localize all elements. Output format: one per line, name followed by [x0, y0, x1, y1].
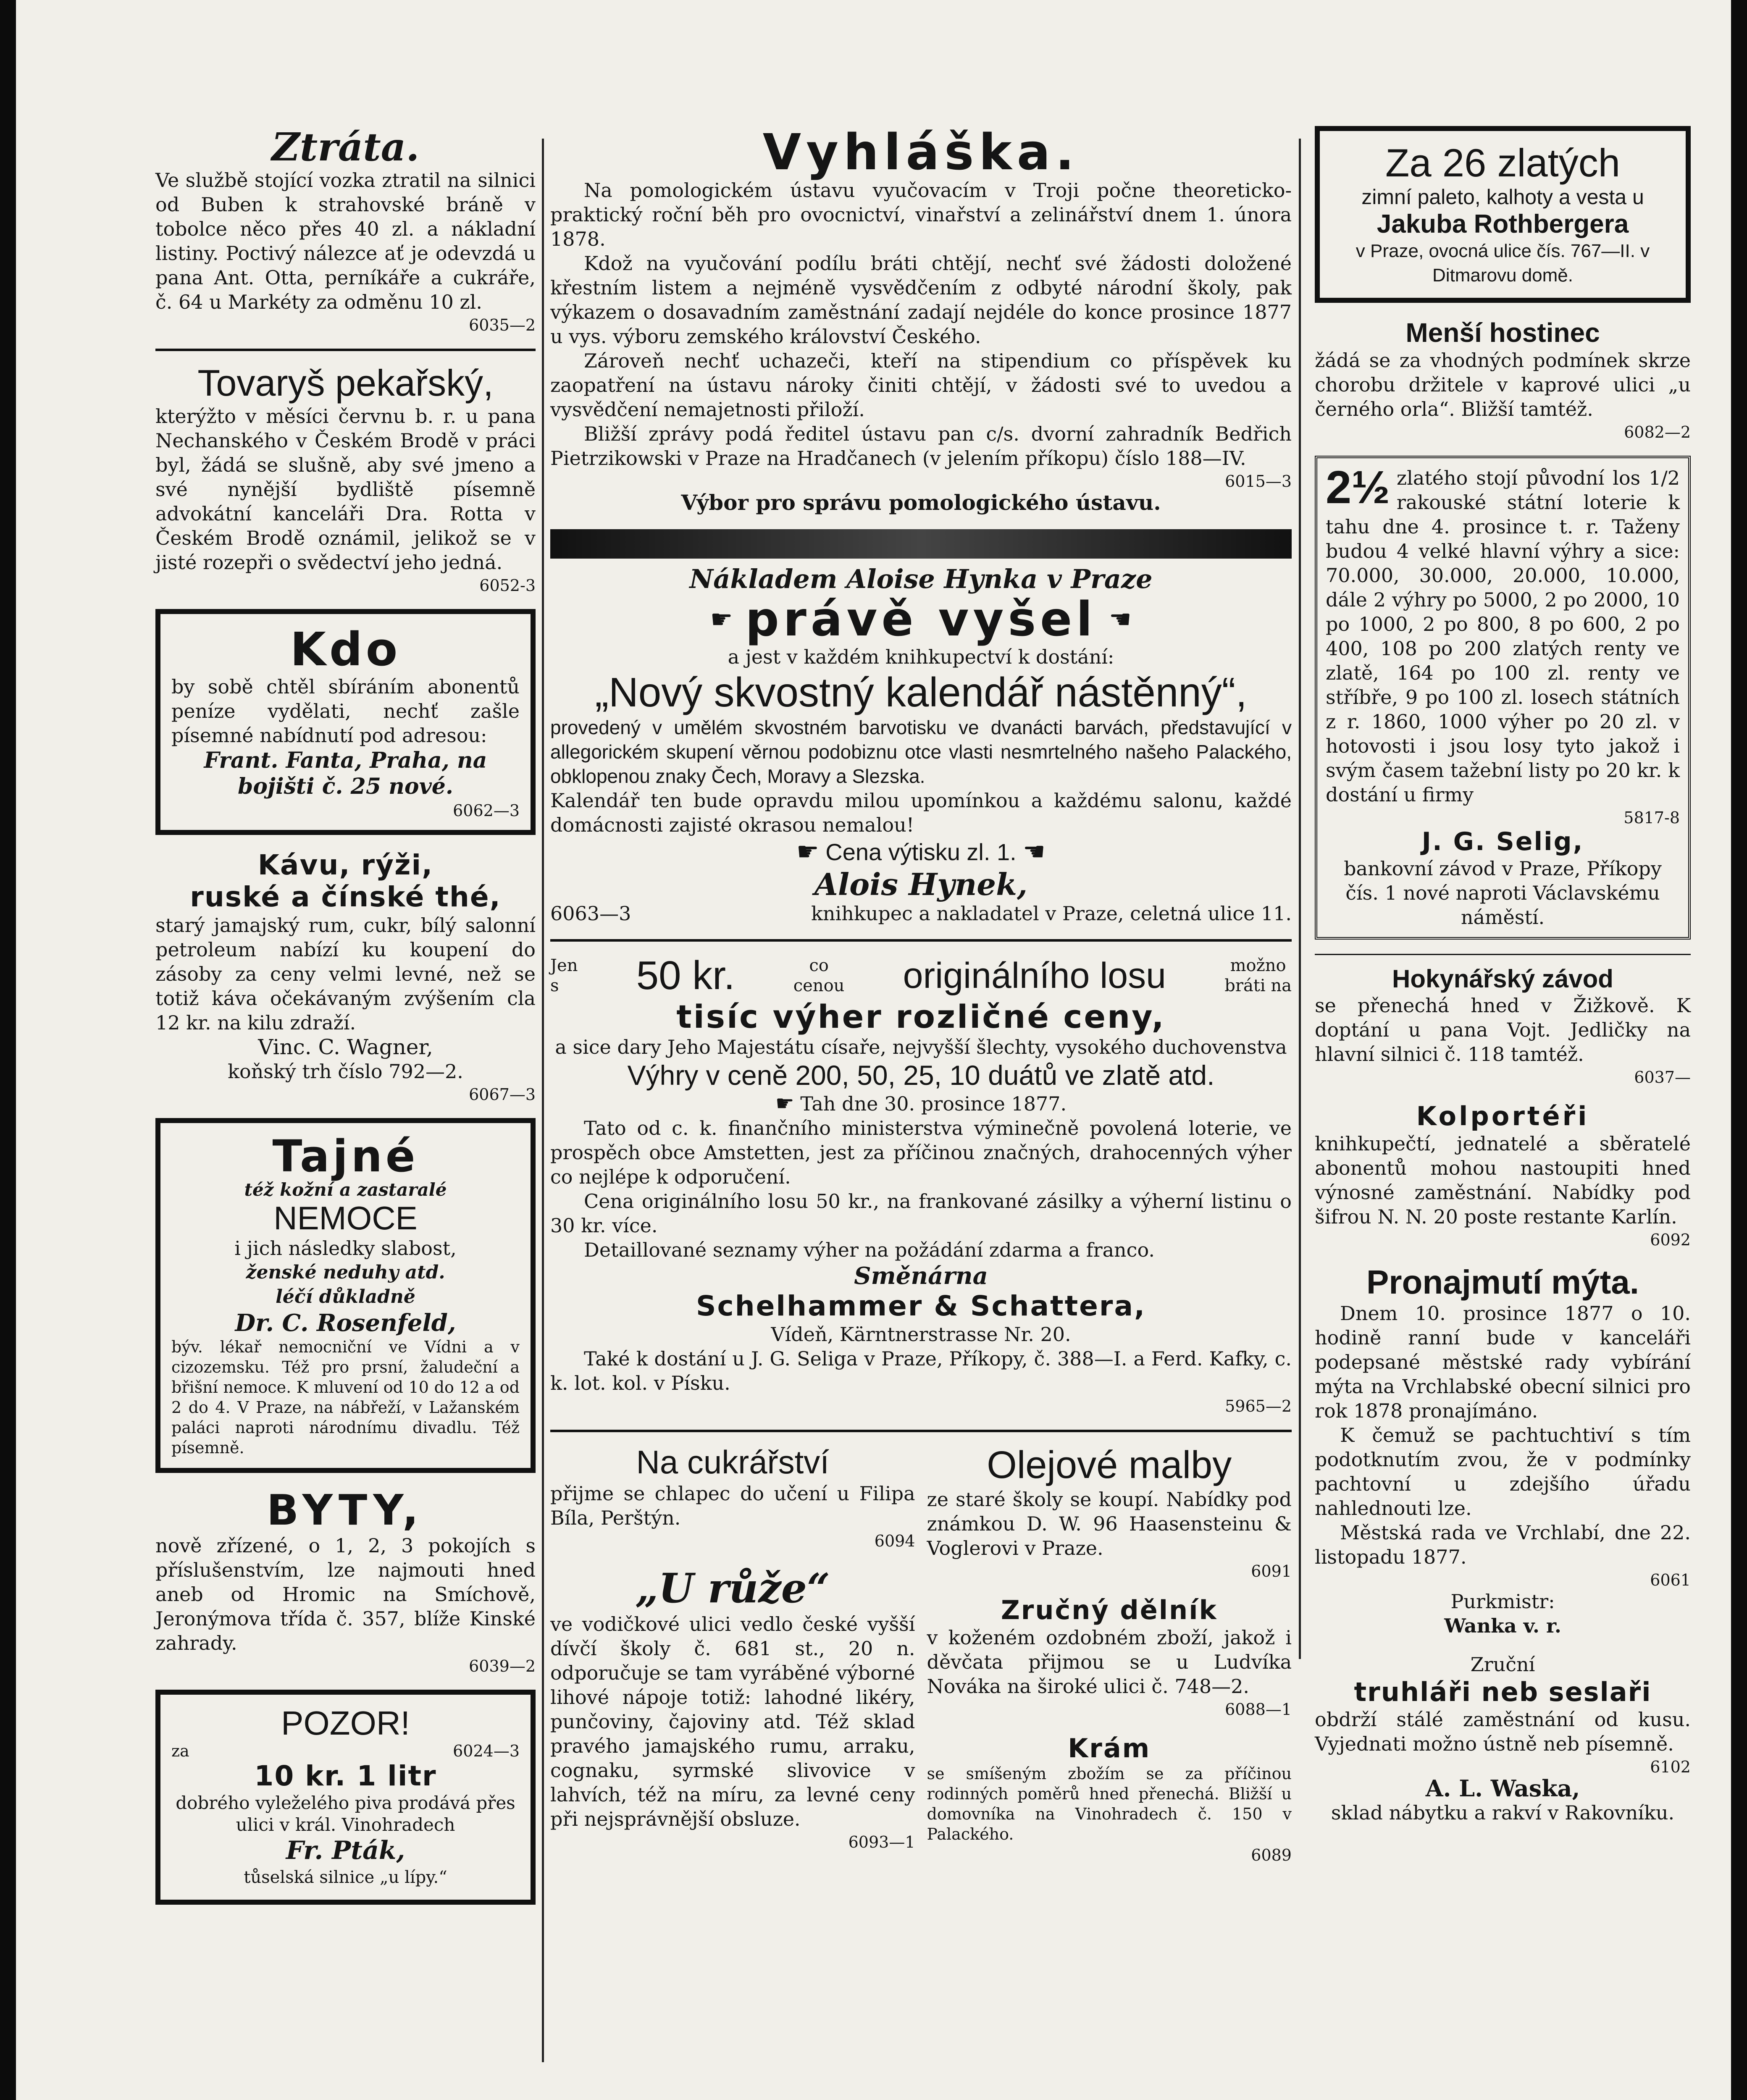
- ad-zlatych: [1315, 126, 1691, 303]
- ad-title: BYTY,: [266, 1486, 425, 1535]
- ad-title: NEMOCE: [273, 1200, 418, 1236]
- ad-line: léčí důkladně: [276, 1286, 415, 1307]
- ad-publisher: Nákladem Aloise Hynka v Praze: [689, 564, 1153, 594]
- ad-row: [550, 1443, 1292, 1879]
- ad-firm: Schelhammer & Schattera,: [696, 1290, 1146, 1322]
- ad-paragraph: Cena originálního losu 50 kr., na frankované zásilky a výherní listinu o 30 kr. více.: [550, 1190, 1292, 1237]
- ad-body: se přenechá hned v Žižkově. K doptání u pana Vojt. Jedličky na hlavní silnici č. 118 tamtéž.: [1315, 994, 1691, 1066]
- ad-paragraph: Na pomologickém ústavu vyučovacím v Troji počne theoreticko-praktický roční běh pro ovocnictví, vinařství a zelinářství dnem 1. února 1878.: [550, 179, 1292, 250]
- ad-title: právě vyšel: [745, 592, 1097, 647]
- ad-kdo: [155, 609, 536, 835]
- ad-ref: 6024—3: [453, 1742, 520, 1760]
- ad-ref: 6015—3: [1225, 472, 1292, 491]
- ad-subtitle: a jest v každém knihkupectví k dostání:: [728, 646, 1114, 668]
- ad-title: ruské a čínské thé,: [190, 881, 501, 913]
- ad-body: provedený v umělém skvostném barvotisku ve dvanácti barvách, představující v allegorickém skupení věrnou podobiznu otce vlasti nesmrtelného našeho Palackého, obklopenou znaky Čech, Moravy a Slezska.: [550, 717, 1292, 787]
- ad-paragraph: Bližší zprávy podá ředitel ústavu pan c/s. dvorní zahradník Bedřich Pietrzikowski v Praze na Hradčanech (v jelením příkopu) číslo 188—IV.: [550, 423, 1292, 470]
- ad-s: s: [550, 976, 559, 995]
- ad-title: Tovaryš pekařský,: [197, 362, 494, 404]
- column-middle: [550, 123, 1292, 1879]
- ad-body: zlatého stojí původní los 1/2 rakouské státní loterie k tahu dne 4. prosince t. r. Taženy budou 4 velké hlavní výhry a sice: 70.000, 30.000, 20.000, 10.000, dále 2 výhry po 5000, 2 po 2000, 10 po 1000, 2 po 800, 8 po 600, 2 po 400, 108 po 200 zlatých renty ve zlatě, 164 po 100 zl. renty ve stříbře, 9 po 100 zl. losech státních z r. 1860, 1000 výher po 20 zl. v hotovosti i jsou losy tyto jakož i svým časem tažební listy po 20 kr. k dostání u firmy: [1326, 467, 1680, 806]
- ad-body: obdrží stálé zaměstnání od kusu. Vyjednati možno ústně neb písemně.: [1315, 1708, 1691, 1755]
- ad-subtitle: též kožní a zastaralé: [244, 1179, 447, 1200]
- ad-kram: [927, 1733, 1292, 1864]
- ad-body: by sobě chtěl sbíráním abonentů peníze vydělati, nechť zašle písemné nabídnutí pod adresou:: [171, 675, 520, 747]
- ad-address: koňský trh číslo 792—2.: [228, 1060, 463, 1083]
- ad-byty: [155, 1487, 536, 1675]
- ad-title: truhláři neb seslaři: [1354, 1677, 1652, 1707]
- ad-tovarys: [155, 362, 536, 595]
- ad-signature: A. L. Waska,: [1425, 1775, 1580, 1802]
- ad-title: POZOR!: [281, 1704, 410, 1742]
- ad-price: 50 kr.: [636, 953, 735, 998]
- ad-ref: 6094: [874, 1532, 915, 1550]
- ad-address: bankovní závod v Praze, Příkopy čís. 1 nové naproti Václavskému náměstí.: [1344, 857, 1662, 929]
- ad-headline: „Nový skvostný kalendář nástěnný“,: [595, 669, 1247, 715]
- ad-body: starý jamajský rum, cukr, bílý salonní petroleum nabízí ku koupení do zásoby za ceny velmi levné, než se totiž káva očekávaným zvýšením cla 12 kr. na kilu zdraží.: [155, 914, 536, 1034]
- ad-paragraph: Městská rada ve Vrchlabí, dne 22. listopadu 1877.: [1315, 1521, 1691, 1568]
- ad-body: knihkupečtí, jednatelé a sběratelé abonentů mohou nastoupiti hned výnosné zaměstnání. Nabídky pod šifrou N. N. 20 poste restante Karlín.: [1315, 1132, 1691, 1228]
- ad-body: přijme se chlapec do učení u Filipa Bíla, Perštýn.: [550, 1482, 915, 1529]
- ad-title: Na cukrářství: [636, 1444, 829, 1480]
- ad-hokynarsky: [1315, 964, 1691, 1087]
- ad-title: tisíc výher rozličné ceny,: [676, 998, 1166, 1035]
- decorative-banner: [550, 529, 1292, 559]
- ad-line: ženské neduhy atd.: [246, 1262, 445, 1283]
- divider: [550, 1430, 1292, 1432]
- pointing-hand-icon: ☛: [1109, 605, 1132, 634]
- ad-ruze: [550, 1564, 915, 1851]
- ad-title: Tajné: [272, 1131, 419, 1182]
- ad-signature: Wanka v. r.: [1444, 1614, 1561, 1637]
- ad-ref: 6037—: [1634, 1068, 1691, 1087]
- ad-ref: 5965—2: [1225, 1397, 1292, 1415]
- ad-big-number: 2½: [1326, 462, 1390, 513]
- ad-ref: 6088—1: [1225, 1700, 1292, 1719]
- ad-body: dobrého vyleželého piva prodává přes ulici v král. Vinohradech: [176, 1793, 515, 1835]
- ad-title: Krám: [1068, 1733, 1151, 1764]
- column-left: [155, 126, 536, 1919]
- ad-title: Ztráta.: [271, 124, 420, 170]
- ad-mozno: možno: [1230, 956, 1286, 975]
- ad-ref: 6061: [1650, 1571, 1691, 1589]
- ad-ref: 6082—2: [1624, 423, 1691, 441]
- ad-address: Frant. Fanta, Praha, na bojišti č. 25 nové.: [204, 748, 487, 799]
- ad-title: Menší hostinec: [1405, 318, 1600, 348]
- ad-jen: Jen: [550, 956, 578, 975]
- ad-signature: Alois Hynek,: [814, 866, 1028, 902]
- ad-co: co: [809, 956, 829, 975]
- ad-title: originálního losu: [903, 955, 1166, 996]
- ad-los: [550, 953, 1292, 1415]
- pointing-hand-icon: ☛: [1023, 837, 1046, 866]
- ad-myta: [1315, 1263, 1691, 1638]
- ad-line: v Praze, ovocná ulice čís. 767—II. v Ditmarovu domě.: [1356, 241, 1650, 286]
- ad-address: sklad nábytku a rakví v Rakovníku.: [1331, 1801, 1675, 1824]
- ad-title: „U růže“: [635, 1564, 830, 1612]
- ad-paragraph: Kdož na vyučování podílu bráti chtějí, nechť své žádosti doložené křestním listem a nejméně vysvědčením z odbyté národní školy, pak výkazem o dosavadním zaměstnání zadají nejdéle do konce prosince 1877 u vys. výboru zemského království Českého.: [550, 252, 1292, 348]
- ad-body: se smíšeným zbožím se za příčinou rodinných poměrů hned přenechá. Bližší u domovníka na Vinohradech č. 150 v Palackého.: [927, 1764, 1292, 1843]
- ad-ref: 6093—1: [848, 1833, 915, 1851]
- ad-body: býv. lékař nemocniční ve Vídni a v cizozemsku. Též pro prsní, žaludeční a břišní nemoce. K mluvení od 10 do 12 a od 2 do 4. V Praze, na nábřeží, v Lažanském paláci naproti národnímu divadlu. Též písemně.: [171, 1338, 520, 1457]
- ad-title: Hokynářský závod: [1392, 965, 1613, 993]
- ad-ref: 6091: [1251, 1562, 1292, 1580]
- ad-address: tůselská silnice „u lípy.“: [244, 1868, 447, 1887]
- ad-paragraph: Detaillované seznamy výher na požádání zdarma a franco.: [584, 1239, 1155, 1261]
- ad-hostinec: [1315, 317, 1691, 441]
- ad-paragraph: Dnem 10. prosince 1877 o 10. hodině ranní bude v kanceláři podepsané městské rady vybírání mýta na Vrchlabské obecní silnici pro rok 1878 pronajímáno.: [1315, 1302, 1691, 1422]
- ad-ref: 6092: [1650, 1231, 1691, 1249]
- ad-tah: Tah dne 30. prosince 1877.: [800, 1092, 1067, 1115]
- ad-line: a sice dary Jeho Majestátu císaře, nejvyšší šlechty, vysokého duchovenstva: [555, 1036, 1287, 1058]
- ad-ref: 6062—3: [453, 801, 520, 820]
- ad-body: Kalendář ten bude opravdu milou upomínkou a každému salonu, každé domácnosti zajisté okrasou nemalou!: [550, 789, 1292, 836]
- ad-ref: 6102: [1650, 1758, 1691, 1776]
- column-rule: [542, 139, 544, 2062]
- ad-delnik: [927, 1595, 1292, 1719]
- pointing-hand-icon: ☛: [775, 1091, 794, 1116]
- ad-title: Kdo: [290, 622, 401, 676]
- divider: [1315, 954, 1691, 955]
- ad-pozor: [155, 1690, 536, 1905]
- ad-body: v koženém ozdobném zboží, jakož i děvčata přijmou se u Ludvíka Nováka na široké ulici č. 748—2.: [927, 1626, 1292, 1698]
- ad-ref: 5817-8: [1624, 808, 1680, 827]
- ad-truhlari: [1315, 1652, 1691, 1825]
- ad-pretitle: Zruční: [1470, 1653, 1535, 1676]
- ad-firm: J. G. Selig,: [1421, 827, 1584, 856]
- ad-ref: 6067—3: [469, 1085, 536, 1104]
- ad-city: Vídeň, Kärntnerstrasse Nr. 20.: [771, 1323, 1071, 1346]
- ad-kolporteri: [1315, 1101, 1691, 1249]
- scan-edge-left: [0, 0, 16, 2100]
- scan-edge-right: [1731, 0, 1747, 2100]
- ad-paragraph: Také k dostání u J. G. Seliga v Praze, Příkopy, č. 388—I. a Ferd. Kafky, c. k. lot. kol. v Písku.: [550, 1347, 1292, 1394]
- ad-body: ve vodičkové ulici vedlo české vyšší dívčí školy č. 681 st., 20 n. odporučuje se tam vyráběné výborné lihové nápoje totiž: lahodné likéry, punčoviny, čajoviny atd. Též sklad pravého jamajského rumu, arraku, cognaku, syrmské slivovice v lahvích, též na míru, za levné ceny při nejsprávnější obsluze.: [550, 1613, 915, 1830]
- ad-cenou: cenou: [793, 976, 845, 995]
- ad-title: Kávu, rýži,: [257, 849, 433, 881]
- ad-ztrata: [155, 126, 536, 334]
- ad-signature-title: Purkmistr:: [1450, 1590, 1555, 1613]
- ad-name: Jakuba Rothbergera: [1377, 210, 1629, 239]
- ad-ref: 6052-3: [479, 576, 536, 595]
- ad-za: za: [171, 1742, 189, 1760]
- ad-tajne: [155, 1118, 536, 1473]
- ad-body: nově zřízené, o 1, 2, 3 pokojích s příslušenstvím, lze najmouti hned aneb od Hromic na Smíchově, Jeronýmova třída č. 357, blíže Kinské zahrady.: [155, 1534, 536, 1654]
- ad-smenarna: Směnárna: [854, 1262, 988, 1290]
- column-right: [1315, 126, 1691, 1839]
- ad-body: ze staré školy se koupí. Nabídky pod známkou D. W. 96 Haasensteinu & Voglerovi v Praze.: [927, 1488, 1292, 1559]
- ad-kalendar: [550, 564, 1292, 925]
- ad-body: Ve službě stojící vozka ztratil na silnici od Buben k strahovské bráně v tobolce něco přes 40 zl. a nákladní listiny. Poctivý nálezce ať je odevzdá u pana Ant. Otta, perníkáře a cukráře, č. 64 u Markéty za odměnu 10 zl.: [155, 169, 536, 313]
- ad-title: Za 26 zlatých: [1385, 141, 1621, 185]
- ad-line: zimní paleto, kalhoty a vesta u: [1361, 185, 1644, 209]
- ad-brati: bráti na: [1224, 976, 1292, 995]
- ad-signature: Vinc. C. Wagner,: [258, 1035, 433, 1059]
- ad-ref: 6063—3: [550, 902, 631, 925]
- ad-kavu: [155, 849, 536, 1104]
- column-rule: [1299, 139, 1301, 1659]
- ad-paragraph: K čemuž se pachtuchtiví s tím podotknutím zvou, že v podmínky pachtovní u zdejšího úřadu nahlednouti lze.: [1315, 1424, 1691, 1520]
- divider: [155, 349, 536, 351]
- ad-body: žádá se za vhodných podmínek skrze chorobu držitele v kaprové ulici „u černého orla“. Bližší tamtéž.: [1315, 349, 1691, 420]
- ad-address: knihkupec a nakladatel v Praze, celetná ulice 11.: [811, 902, 1292, 925]
- ad-title: Pronajmutí mýta.: [1366, 1263, 1639, 1301]
- ad-paragraph: Tato od c. k. finančního ministerstva výminečně povolená loterie, ve prospěch obce Amstetten, jest za příčinou značných, drahocenných výher co nejlépe k odporučení.: [550, 1117, 1292, 1188]
- divider: [550, 939, 1292, 942]
- ad-title: Olejové malby: [987, 1444, 1232, 1486]
- ad-ref: 6089: [1251, 1846, 1292, 1864]
- ad-paragraph: Zároveň nechť uchazeči, kteří na stipendium co příspěvek ku zaopatření na ústavu nároky činiti chtějí, v žádosti své to uvedou a vysvědčení nemajetnosti přiloží.: [550, 349, 1292, 421]
- ad-ref: 6039—2: [469, 1657, 536, 1675]
- ad-olejove: [927, 1443, 1292, 1580]
- ad-line: i jich následky slabost,: [234, 1237, 457, 1260]
- ad-signature: Fr. Pták,: [286, 1836, 405, 1865]
- ad-wins: Výhry v ceně 200, 50, 25, 10 duátů ve zlatě atd.: [627, 1060, 1215, 1091]
- ad-body: kterýžto v měsíci červnu b. r. u pana Nechanského v Českém Brodě v práci byl, žádá se slušně, aby své jmeno a své nynější bydliště písemně advokátní kanceláři Dra. Rotta v Českém Brodě oznámil, jelikož se v jisté rozepři o svědectví jeho jedná.: [155, 405, 536, 574]
- ad-title: Kolportéři: [1416, 1101, 1589, 1131]
- ad-los2: [1315, 456, 1691, 940]
- ad-vyhlaska: [550, 123, 1292, 515]
- ad-doctor: Dr. C. Rosenfeld,: [235, 1309, 456, 1337]
- ad-price: 10 kr. 1 litr: [254, 1760, 437, 1792]
- pointing-hand-icon: ☛: [710, 605, 733, 634]
- ad-cukrarstvi: [550, 1443, 915, 1550]
- pointing-hand-icon: ☛: [796, 837, 819, 866]
- ad-signature: Výbor pro správu pomologického ústavu.: [681, 490, 1161, 515]
- ad-title: Vyhláška.: [762, 123, 1080, 181]
- ad-ref: 6035—2: [469, 316, 536, 334]
- ad-title: Zručný dělník: [1001, 1595, 1218, 1625]
- ad-price: Cena výtisku zl. 1.: [825, 839, 1017, 865]
